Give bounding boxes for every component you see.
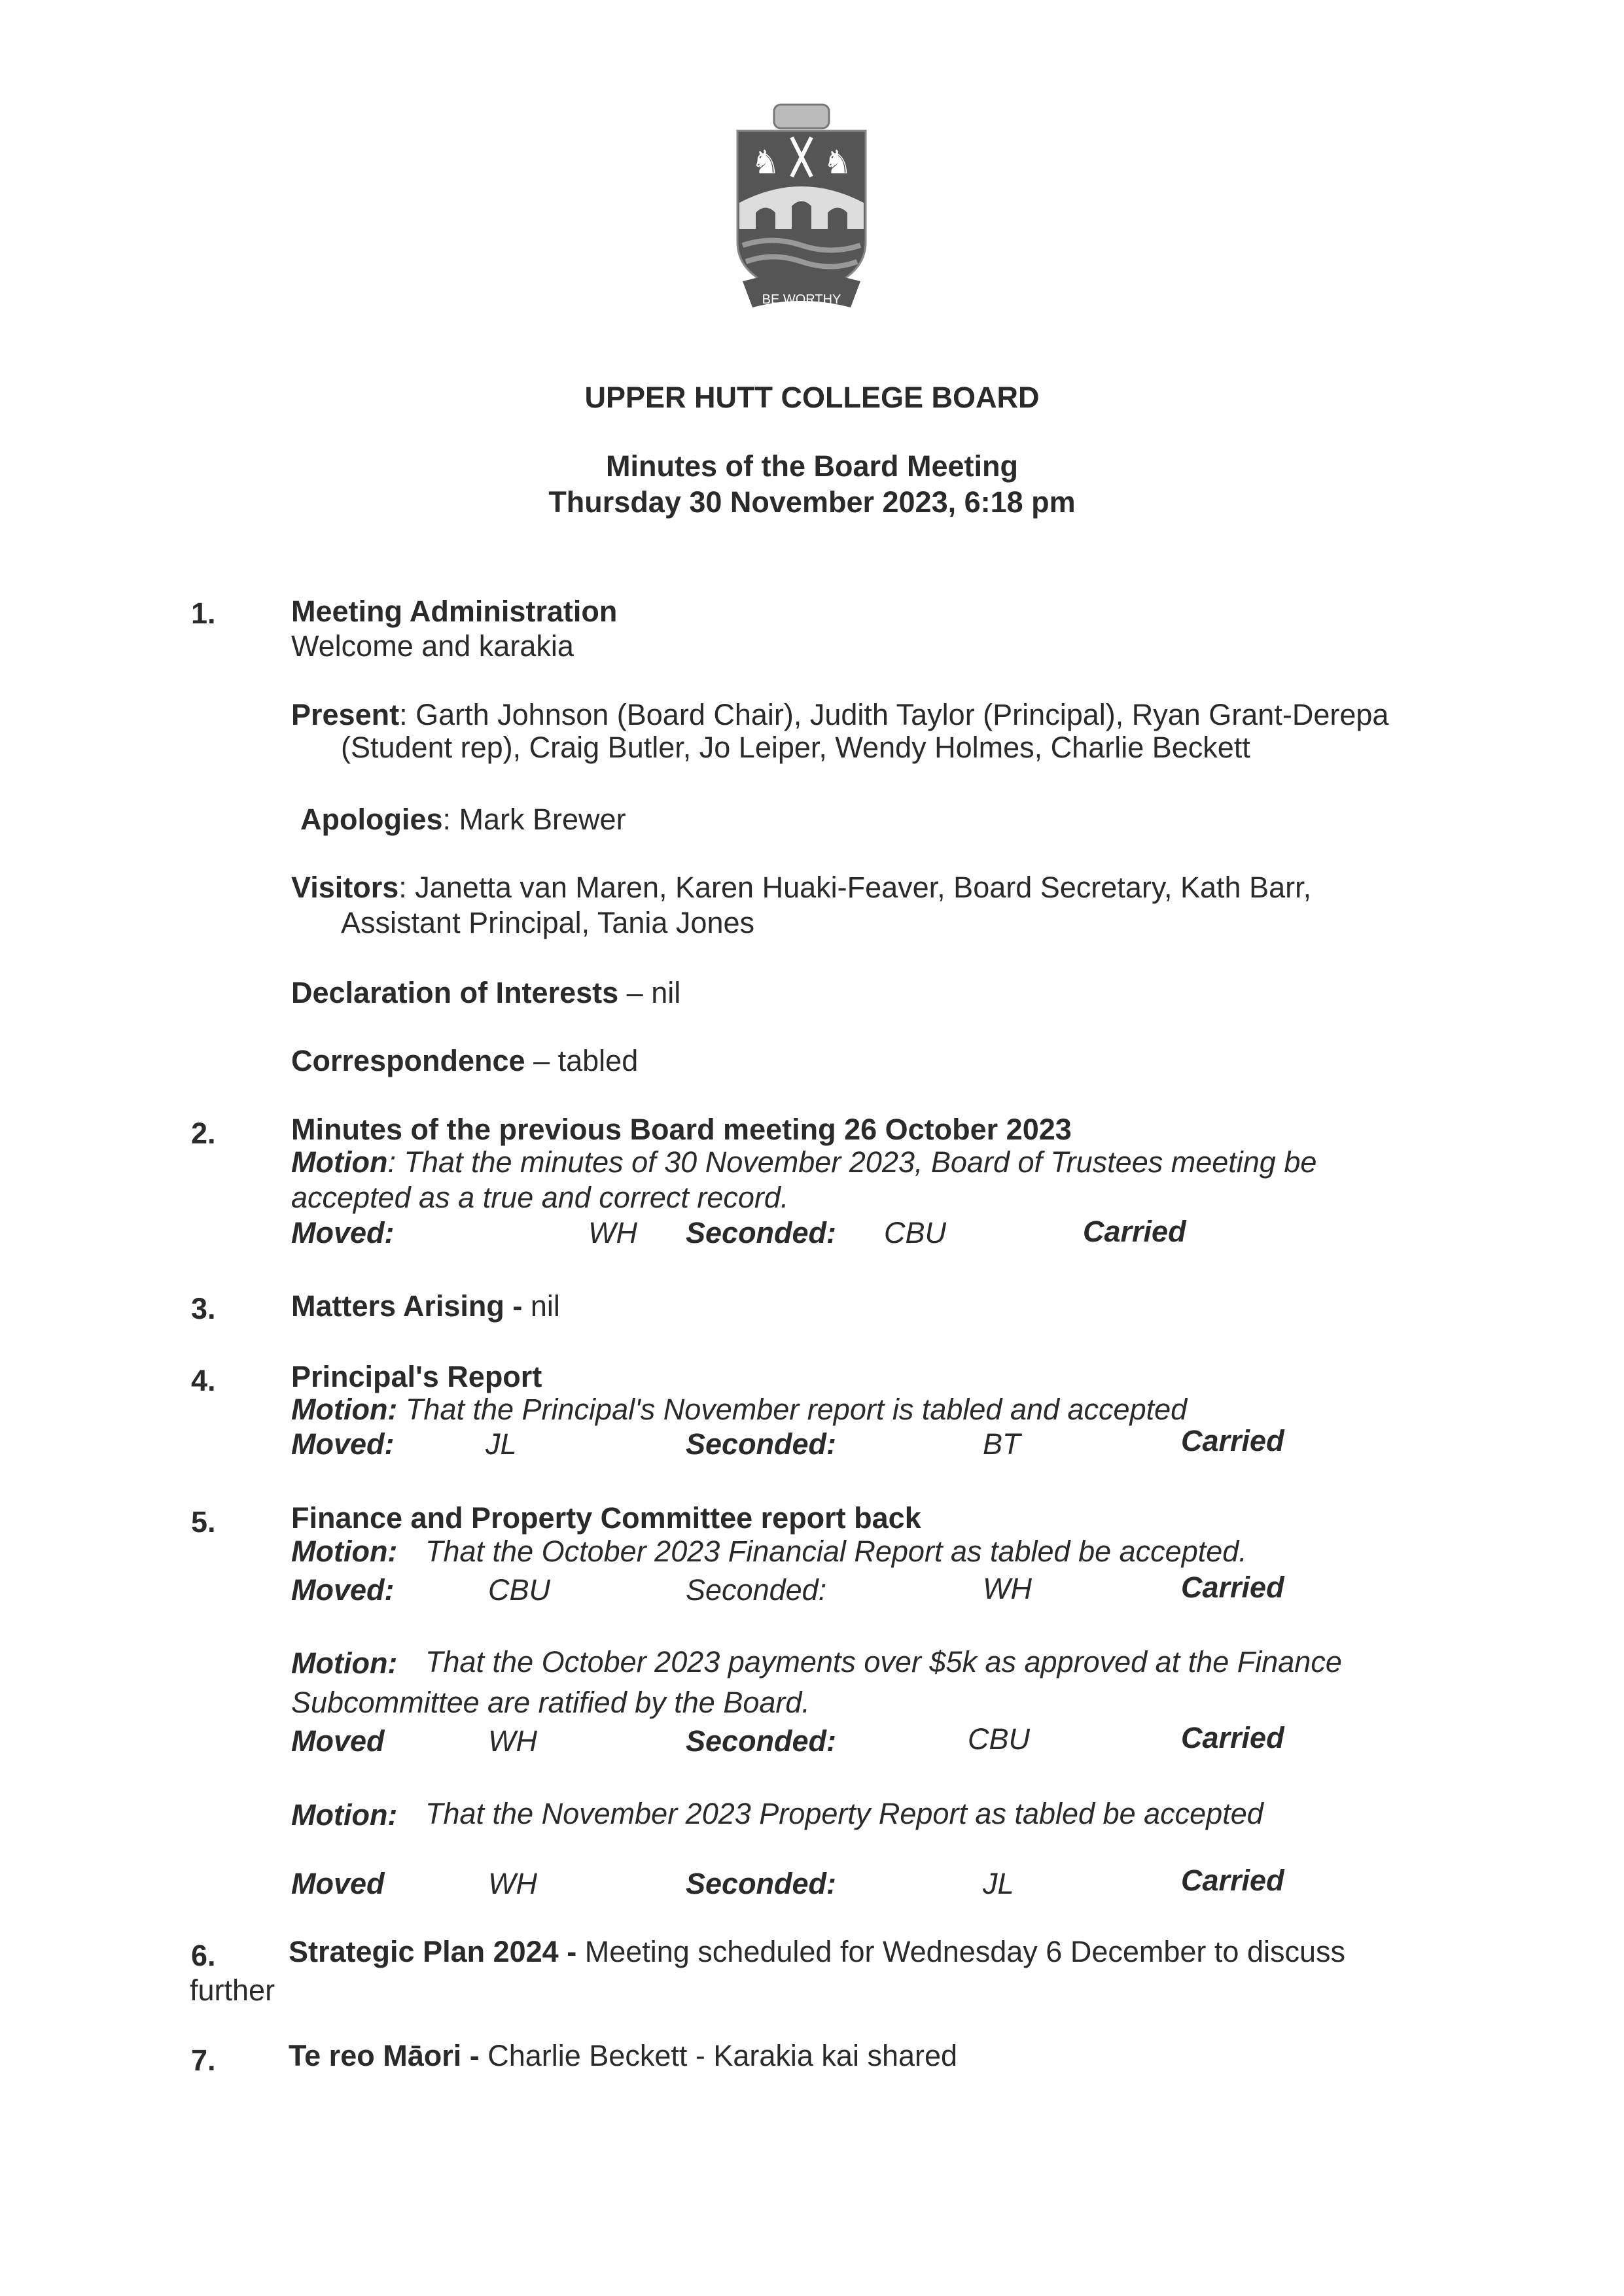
declaration-line — [291, 978, 680, 1007]
seconded-by: JL — [983, 1867, 1014, 1900]
motion-label: Motion: — [291, 1798, 398, 1832]
present-names-cont: (Student rep), Craig Butler, Jo Leiper, Wendy Holmes, Charlie Beckett — [341, 731, 1250, 764]
moved-by: WH — [588, 1216, 637, 1249]
motion-text-cont: Subcommittee are ratified by the Board. — [291, 1686, 810, 1719]
motion-label: Motion: — [291, 1393, 398, 1426]
motion-line — [291, 1147, 1316, 1177]
svg-text:BE WORTHY: BE WORTHY — [762, 292, 841, 307]
motion-text: That the October 2023 payments over $5k as approved at the Finance — [425, 1645, 1342, 1679]
motion-text-cont: accepted as a true and correct record. — [291, 1181, 789, 1214]
item-text: Meeting scheduled for Wednesday 6 December to discuss — [576, 1935, 1345, 1968]
item-text-cont: further — [190, 1974, 275, 2007]
moved-label: Moved — [291, 1724, 385, 1758]
item-heading: Minutes of the previous Board meeting 26 October 2023 — [291, 1113, 1072, 1146]
svg-text:♞: ♞ — [750, 144, 781, 181]
moved-by: JL — [485, 1427, 517, 1461]
item-number: 5. — [191, 1505, 216, 1539]
declaration-value: – nil — [618, 976, 681, 1009]
seconded-label: Seconded: — [686, 1724, 837, 1758]
moved-by: WH — [488, 1867, 537, 1900]
item-number: 1. — [191, 597, 216, 630]
seconded-by: CBU — [884, 1216, 947, 1249]
declaration-label: Declaration of Interests — [291, 976, 619, 1009]
motion-text: That the Principal's November report is tabled and accepted — [397, 1393, 1188, 1426]
motion-text: That the October 2023 Financial Report as tabled be accepted. — [425, 1535, 1247, 1568]
moved-label: Moved: — [291, 1427, 395, 1461]
moved-by: WH — [488, 1724, 537, 1758]
moved-by: CBU — [488, 1573, 551, 1607]
item-line — [291, 1291, 560, 1321]
motion-label: Motion — [291, 1145, 388, 1179]
svg-text:♞: ♞ — [822, 144, 853, 181]
school-crest-logo — [730, 98, 874, 314]
motion-text: That the November 2023 Property Report as tabled be accepted — [425, 1797, 1263, 1830]
motion-result: Carried — [1181, 1721, 1284, 1754]
moved-label: Moved: — [291, 1216, 395, 1249]
seconded-by: BT — [983, 1427, 1021, 1461]
document-title: Minutes of the Board Meeting — [606, 449, 1018, 483]
motion-text: : That the minutes of 30 November 2023, Board of Trustees meeting be — [387, 1145, 1317, 1179]
motion-result: Carried — [1083, 1215, 1186, 1248]
item-text: Welcome and karakia — [291, 629, 574, 663]
item-number: 3. — [191, 1292, 216, 1325]
meeting-date: Thursday 30 November 2023, 6:18 pm — [548, 485, 1076, 519]
item-heading: Strategic Plan 2024 - — [289, 1935, 577, 1968]
seconded-label: Seconded: — [686, 1427, 837, 1461]
item-line — [289, 1937, 1345, 1966]
visitors-names-cont: Assistant Principal, Tania Jones — [341, 906, 754, 939]
correspondence-label: Correspondence — [291, 1044, 525, 1077]
motion-result: Carried — [1181, 1864, 1284, 1897]
item-text: Charlie Beckett - Karakia kai shared — [479, 2039, 958, 2072]
item-heading: Matters Arising - — [291, 1289, 523, 1323]
visitors-names: : Janetta van Maren, Karen Huaki-Feaver, Board Secretary, Kath Barr, — [398, 871, 1312, 904]
item-heading: Finance and Property Committee report back — [291, 1501, 921, 1535]
seconded-label: Seconded: — [686, 1867, 837, 1900]
seconded-label: Seconded: — [686, 1216, 837, 1249]
org-title: UPPER HUTT COLLEGE BOARD — [584, 381, 1040, 414]
seconded-by: WH — [983, 1572, 1032, 1605]
item-heading: Principal's Report — [291, 1360, 542, 1393]
motion-label: Motion: — [291, 1535, 398, 1568]
present-label: Present — [291, 698, 400, 731]
apologies-label: Apologies — [300, 803, 443, 836]
apologies-line — [300, 805, 626, 834]
apologies-names: : Mark Brewer — [442, 803, 626, 836]
correspondence-line — [291, 1046, 638, 1075]
present-line — [291, 700, 1388, 729]
visitors-line — [291, 873, 1311, 902]
item-heading: Te reo Māori - — [289, 2039, 480, 2072]
item-number: 6. — [191, 1939, 216, 1972]
seconded-by: CBU — [968, 1722, 1031, 1756]
correspondence-value: – tabled — [525, 1044, 639, 1077]
item-line — [289, 2041, 957, 2070]
present-names: : Garth Johnson (Board Chair), Judith Taylor (Principal), Ryan Grant-Derepa — [399, 698, 1389, 731]
visitors-label: Visitors — [291, 871, 399, 904]
motion-result: Carried — [1181, 1424, 1284, 1457]
item-text: nil — [522, 1289, 560, 1323]
motion-line — [291, 1395, 1187, 1424]
motion-label: Motion: — [291, 1646, 398, 1680]
item-number: 7. — [191, 2044, 216, 2077]
seconded-label: Seconded: — [686, 1573, 827, 1607]
item-number: 2. — [191, 1117, 216, 1150]
moved-label: Moved — [291, 1867, 385, 1900]
moved-label: Moved: — [291, 1573, 395, 1607]
motion-result: Carried — [1181, 1571, 1284, 1604]
item-number: 4. — [191, 1364, 216, 1397]
item-heading: Meeting Administration — [291, 595, 618, 628]
